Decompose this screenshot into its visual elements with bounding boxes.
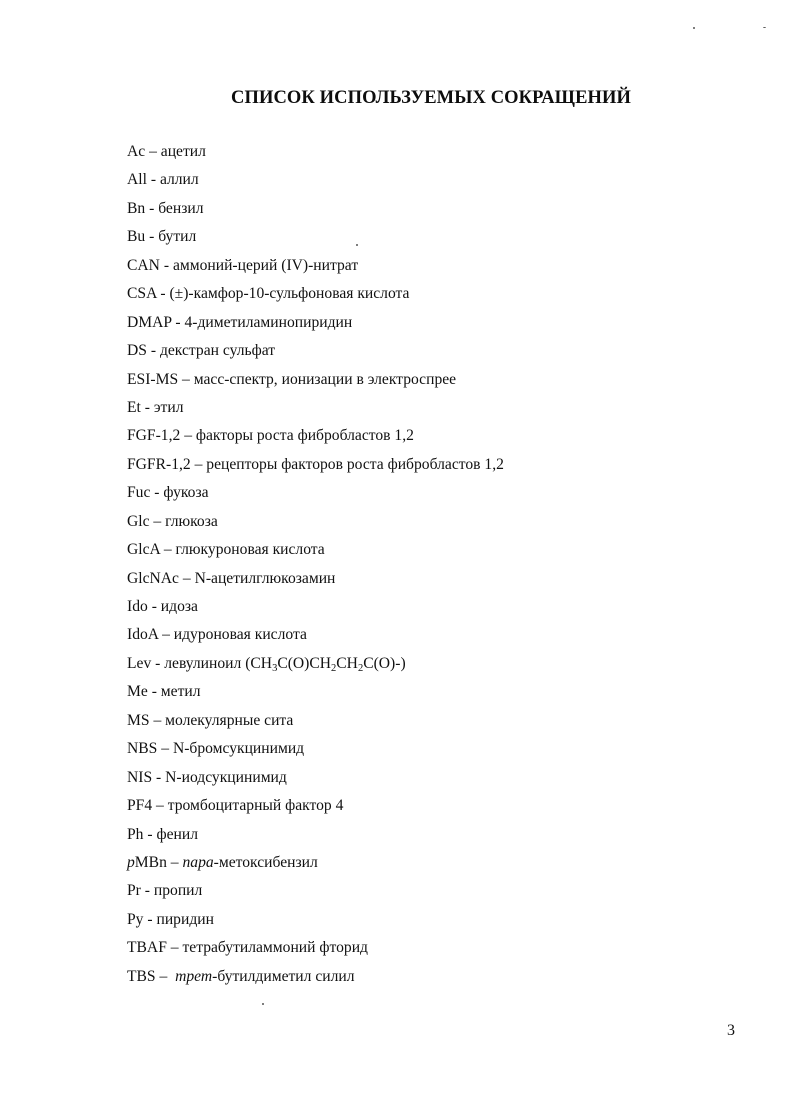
abbreviation-term: Bn — [127, 199, 146, 217]
list-item — [127, 312, 504, 340]
separator: – — [178, 569, 195, 587]
list-item — [127, 283, 504, 311]
separator: - — [146, 171, 160, 189]
separator: – — [155, 967, 176, 985]
list-item — [127, 169, 504, 197]
list-item — [127, 653, 504, 681]
abbreviation-term: Lev — [127, 654, 152, 672]
abbreviation-definition: N-ацетилглюкозамин — [194, 569, 336, 587]
abbreviation-term: MBn — [134, 853, 167, 871]
abbreviation-term: All — [127, 171, 147, 189]
abbreviation-term: DMAP — [127, 313, 172, 331]
abbreviation-definition: аллил — [159, 171, 199, 189]
separator: – — [178, 370, 194, 388]
abbreviation-term: Py — [127, 910, 144, 928]
abbreviation-definition: фукоза — [163, 484, 209, 502]
abbreviation-definition: идоза — [160, 598, 198, 615]
abbreviation-term: NBS — [127, 740, 158, 758]
abbreviation-definition: -бутилдиметил силил — [212, 967, 355, 985]
list-item — [127, 511, 504, 539]
abbreviation-term: Ac — [127, 143, 146, 160]
page-number: 3 — [727, 1022, 735, 1039]
abbreviation-term: Bu — [127, 228, 146, 246]
list-item — [127, 340, 504, 368]
abbreviation-definition: N-иодсукцинимид — [165, 768, 287, 786]
abbreviation-term: FGFR-1,2 — [127, 455, 191, 473]
abbreviation-term: CSA — [127, 285, 157, 303]
list-item — [127, 681, 504, 709]
list-item — [127, 198, 504, 226]
chemical-formula: $(CH_3C(O)CH_2CH_2C(O)-)$ — [241, 654, 406, 674]
abbreviation-term: Pr — [127, 882, 141, 900]
separator: – — [180, 427, 196, 445]
abbreviation-definition: пиридин — [156, 910, 214, 928]
list-item — [127, 454, 504, 482]
list-item — [127, 596, 504, 624]
abbreviation-term: TBS — [127, 967, 156, 985]
list-item — [127, 852, 504, 880]
separator: – — [157, 740, 173, 758]
abbreviation-term: Ph — [127, 825, 144, 843]
abbreviation-term: Me — [127, 683, 148, 701]
abbreviation-term: Ido — [127, 598, 148, 615]
abbreviation-definition: идуроновая кислота — [173, 626, 307, 644]
abbreviation-definition-prefix: пара — [182, 853, 214, 871]
list-item — [127, 568, 504, 596]
separator: - — [147, 683, 161, 701]
abbreviation-list — [127, 141, 504, 994]
separator: - — [140, 882, 154, 900]
list-item — [127, 482, 504, 510]
list-item — [127, 738, 504, 766]
abbreviation-term: MS — [127, 711, 150, 729]
separator: – — [159, 541, 176, 559]
abbreviation-definition: ацетил — [160, 143, 206, 160]
abbreviation-term: IdoA — [127, 626, 159, 644]
separator: - — [143, 825, 157, 843]
list-item — [127, 425, 504, 453]
abbreviation-term: PF4 — [127, 797, 153, 815]
abbreviation-definition: декстран сульфат — [159, 342, 276, 360]
abbreviation-term: CAN — [127, 256, 160, 274]
separator: - — [151, 654, 165, 672]
separator: – — [190, 455, 207, 473]
scan-speck — [763, 27, 766, 28]
separator: - — [171, 313, 185, 331]
abbreviation-term: TBAF — [127, 939, 167, 957]
abbreviation-term: GlcNAc — [127, 569, 179, 587]
separator: – — [166, 939, 183, 957]
abbreviation-term: GlcA — [127, 541, 160, 559]
abbreviation-definition: факторы роста фибробластов 1,2 — [195, 427, 414, 445]
list-item — [127, 880, 504, 908]
list-item — [127, 539, 504, 567]
list-item — [127, 226, 504, 254]
scan-speck — [262, 1003, 264, 1005]
abbreviation-term: DS — [127, 342, 147, 360]
abbreviation-definition: масс-спектр, ионизации в электроспрее — [193, 370, 457, 388]
separator: - — [146, 342, 160, 360]
list-item — [127, 795, 504, 823]
abbreviation-definition: левулиноил — [164, 654, 242, 672]
abbreviation-term: ESI-MS — [127, 370, 179, 388]
abbreviation-term: FGF-1,2 — [127, 427, 181, 445]
separator: – — [158, 626, 174, 644]
abbreviation-term: Glc — [127, 512, 150, 530]
abbreviation-term-prefix: p — [127, 853, 135, 871]
abbreviation-definition: молекулярные сита — [165, 711, 294, 729]
abbreviation-term: Fuc — [127, 484, 151, 502]
abbreviation-definition: метил — [160, 683, 201, 701]
list-item — [127, 369, 504, 397]
list-item — [127, 710, 504, 738]
abbreviation-definition: N-бромсукцинимид — [172, 740, 305, 758]
separator: – — [166, 853, 183, 871]
abbreviation-definition: этил — [153, 398, 184, 416]
abbreviation-definition-prefix: трет — [175, 967, 213, 985]
abbreviation-definition: глюкоза — [165, 512, 218, 530]
abbreviation-definition: 4-диметиламинопиридин — [184, 313, 353, 331]
list-item — [127, 767, 504, 795]
abbreviation-definition: аммоний-церий (IV)-нитрат — [172, 256, 359, 274]
list-item — [127, 824, 504, 852]
separator: – — [145, 143, 161, 160]
list-item — [127, 909, 504, 937]
separator: - — [150, 484, 164, 502]
abbreviation-definition: фенил — [156, 825, 198, 843]
separator: - — [143, 910, 157, 928]
abbreviation-term: NIS — [127, 768, 153, 786]
separator: - — [156, 285, 170, 303]
list-item — [127, 624, 504, 652]
abbreviation-definition: глюкуроновая кислота — [175, 541, 325, 559]
separator: - — [147, 598, 161, 615]
separator: - — [152, 768, 166, 786]
abbreviation-definition: -метоксибензил — [213, 853, 318, 871]
abbreviation-definition: бутил — [158, 228, 197, 246]
separator: - — [145, 199, 159, 217]
separator: - — [145, 228, 159, 246]
abbreviation-term: Et — [127, 398, 141, 416]
separator: - — [159, 256, 173, 274]
separator: – — [152, 797, 168, 815]
abbreviation-definition: рецепторы факторов роста фибробластов 1,2 — [206, 455, 504, 473]
abbreviation-definition: пропил — [153, 882, 203, 900]
abbreviation-definition: тетрабутиламмоний фторид — [182, 939, 368, 957]
separator: – — [149, 512, 166, 530]
separator: - — [140, 398, 154, 416]
list-item — [127, 255, 504, 283]
list-item — [127, 966, 504, 994]
scan-speck — [693, 27, 695, 29]
list-item — [127, 141, 504, 169]
separator: – — [149, 711, 166, 729]
abbreviation-definition: (±)-камфор-10-сульфоновая кислота — [169, 285, 410, 303]
abbreviation-definition: тромбоцитарный фактор 4 — [167, 797, 344, 815]
page-title: СПИСОК ИСПОЛЬЗУЕМЫХ СОКРАЩЕНИЙ — [231, 88, 631, 108]
abbreviation-definition: бензил — [158, 199, 204, 217]
list-item — [127, 397, 504, 425]
list-item — [127, 937, 504, 965]
